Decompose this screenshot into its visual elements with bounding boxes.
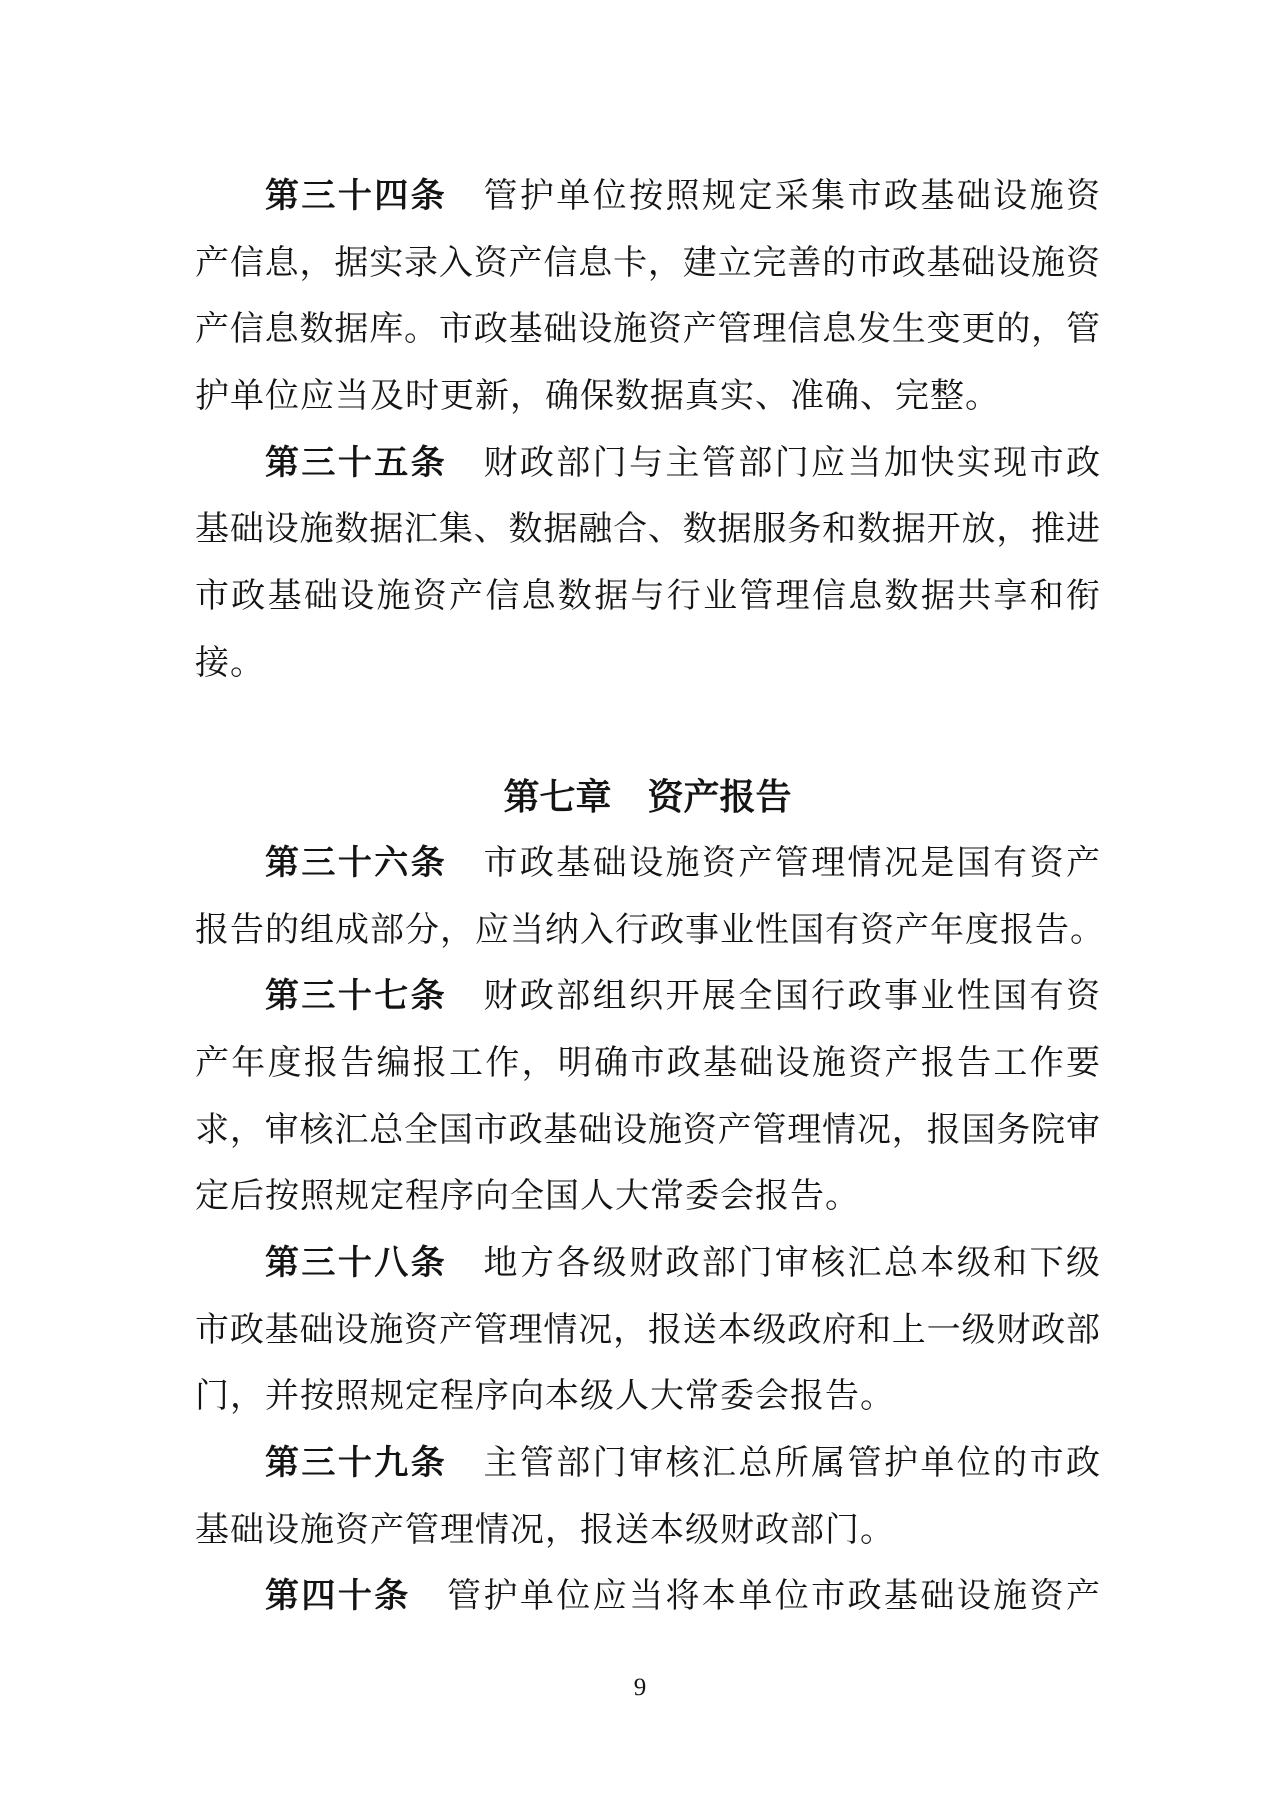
text-line: 报告的组成部分，应当纳入行政事业性国有资产年度报告。 — [195, 911, 1105, 949]
text-line: 第四十条 管护单位应当将本单位市政基础设施资产 — [265, 1578, 1101, 1616]
text-line: 市政基础设施资产信息数据与行业管理信息数据共享和衔 — [195, 578, 1100, 616]
article-number: 第三十九条 — [265, 1445, 448, 1483]
article-number: 第三十五条 — [265, 444, 448, 482]
text-line: 求，审核汇总全国市政基础设施资产管理情况，报国务院审 — [195, 1111, 1100, 1149]
text-line: 产信息数据库。市政基础设施资产管理信息发生变更的，管 — [195, 311, 1100, 349]
text-line: 第三十五条 财政部门与主管部门应当加快实现市政 — [265, 444, 1101, 482]
article-number: 第四十条 — [265, 1578, 411, 1616]
text-line: 接。 — [195, 644, 265, 682]
article-number: 第三十六条 — [265, 844, 448, 882]
text-line: 护单位应当及时更新，确保数据真实、准确、完整。 — [195, 378, 1000, 416]
text-line: 第三十四条 管护单位按照规定采集市政基础设施资 — [265, 178, 1101, 215]
chapter-heading: 第七章 资产报告 — [503, 776, 792, 818]
article-number: 第三十八条 — [265, 1245, 448, 1282]
text-line: 第三十八条 地方各级财政部门审核汇总本级和下级 — [265, 1245, 1101, 1282]
article-number: 第三十七条 — [265, 978, 448, 1016]
text-line: 基础设施资产管理情况，报送本级财政部门。 — [195, 1511, 895, 1549]
text-line: 第三十六条 市政基础设施资产管理情况是国有资产 — [265, 844, 1101, 882]
text-line: 产信息，据实录入资产信息卡，建立完善的市政基础设施资 — [195, 244, 1100, 282]
text-line: 基础设施数据汇集、数据融合、数据服务和数据开放，推进 — [195, 511, 1100, 549]
text-line: 市政基础设施资产管理情况，报送本级政府和上一级财政部 — [195, 1311, 1100, 1349]
blank-line — [195, 698, 1100, 765]
document-body — [195, 164, 1105, 1631]
text-line: 定后按照规定程序向全国人大常委会报告。 — [195, 1178, 860, 1216]
text-line: 第三十九条 主管部门审核汇总所属管护单位的市政 — [265, 1445, 1101, 1483]
text-line: 门，并按照规定程序向本级人大常委会报告。 — [195, 1378, 895, 1416]
article-number: 第三十四条 — [265, 178, 448, 215]
text-line: 产年度报告编报工作，明确市政基础设施资产报告工作要 — [195, 1044, 1100, 1082]
page-number: 9 — [633, 1674, 647, 1701]
text-line: 第三十七条 财政部组织开展全国行政事业性国有资 — [265, 978, 1101, 1016]
